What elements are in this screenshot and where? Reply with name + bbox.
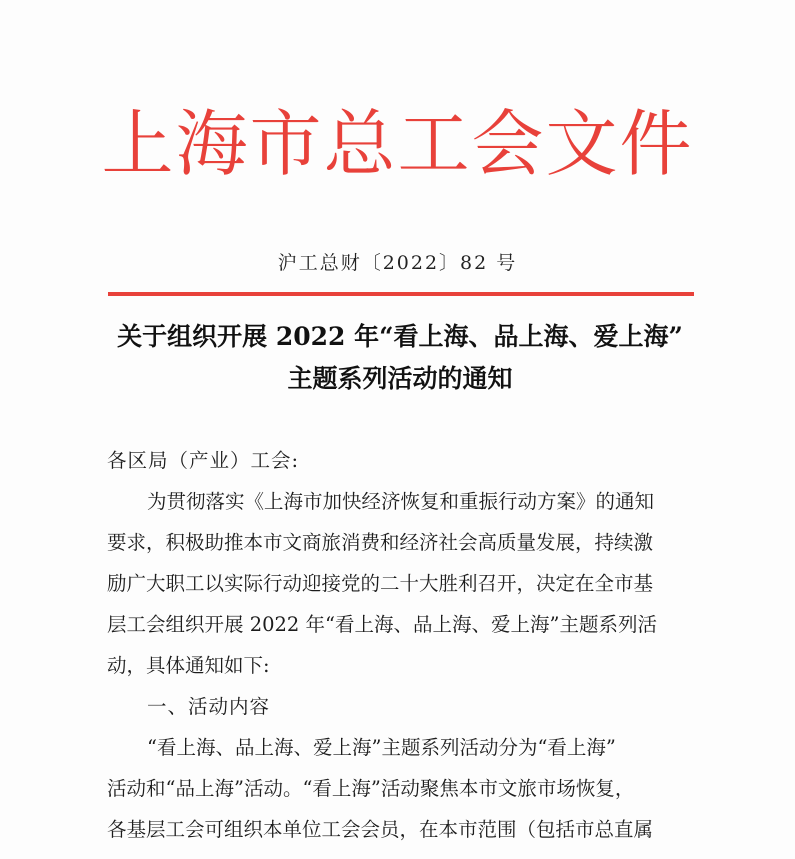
paragraph-line: 活动和“品上海”活动。“看上海”活动聚焦本市文旅市场恢复， xyxy=(107,777,635,800)
paragraph-line: “看上海、品上海、爱上海”主题系列活动分为“看上海” xyxy=(147,736,616,759)
paragraph-line: 层工会组织开展 2022 年“看上海、品上海、爱上海”主题系列活 xyxy=(107,613,657,636)
notice-title-line-2: 主题系列活动的通知 xyxy=(287,364,513,393)
salutation: 各区局（产业）工会: xyxy=(107,449,300,472)
notice-title-line-1: 关于组织开展 2022 年“看上海、品上海、爱上海” xyxy=(117,322,683,351)
paragraph-line: 励广大职工以实际行动迎接党的二十大胜利召开，决定在全市基 xyxy=(107,572,654,595)
paragraph-line: 各基层工会可组织本单位工会会员，在本市范围（包括市总直属 xyxy=(107,818,654,841)
document-header-title: 上海市总工会文件 xyxy=(101,102,694,186)
paragraph-line: 动，具体通知如下: xyxy=(107,654,270,677)
paragraph-line: 要求，积极助推本市文商旅消费和经济社会高质量发展，持续激 xyxy=(107,531,654,554)
notice-title xyxy=(90,316,710,400)
section-heading: 一、活动内容 xyxy=(147,695,271,718)
paragraph-line: 为贯彻落实《上海市加快经济恢复和重振行动方案》的通知 xyxy=(147,490,655,513)
document-body xyxy=(107,440,697,850)
red-divider-line xyxy=(108,292,694,296)
document-number: 沪工总财〔2022〕82 号 xyxy=(277,252,518,274)
